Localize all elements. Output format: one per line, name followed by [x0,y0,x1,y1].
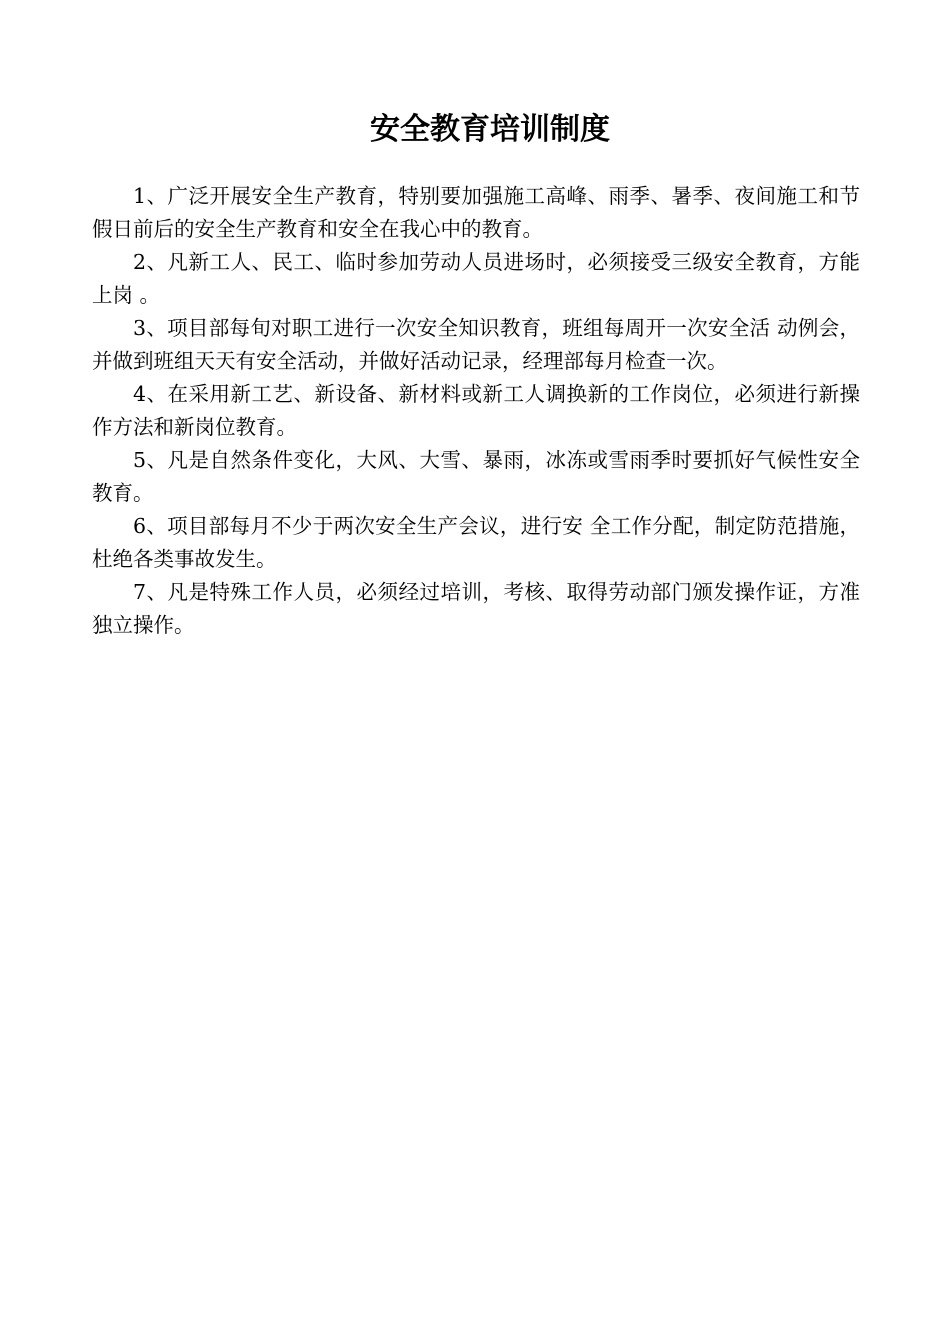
document-body [92,180,860,642]
document-title: 安全教育培训制度 [370,112,610,147]
paragraph-item-2: 2、凡新工人、民工、临时参加劳动人员进场时，必须接受三级安全教育，方能上岗 。 [92,250,860,307]
paragraph-item-3: 3、项目部每旬对职工进行一次安全知识教育，班组每周开一次安全活 动例会，并做到班组天天有安全活动，并做好活动记录，经理部每月检查一次。 [92,316,860,373]
paragraph-item-6: 6、项目部每月不少于两次安全生产会议，进行安 全工作分配，制定防范措施，杜绝各类事故发生。 [92,514,860,571]
paragraph-item-5: 5、凡是自然条件变化，大风、大雪、暴雨，冰冻或雪雨季时要抓好气候性安全教育。 [92,448,860,505]
paragraph-item-7: 7、凡是特殊工作人员，必须经过培训，考核、取得劳动部门颁发操作证，方准独立操作。 [92,580,860,637]
paragraph-item-1: 1、广泛开展安全生产教育，特别要加强施工高峰、雨季、暑季、夜间施工和节假日前后的安全生产教育和安全在我心中的教育。 [92,184,860,241]
paragraph-item-4: 4、在采用新工艺、新设备、新材料或新工人调换新的工作岗位，必须进行新操作方法和新岗位教育。 [92,382,860,439]
